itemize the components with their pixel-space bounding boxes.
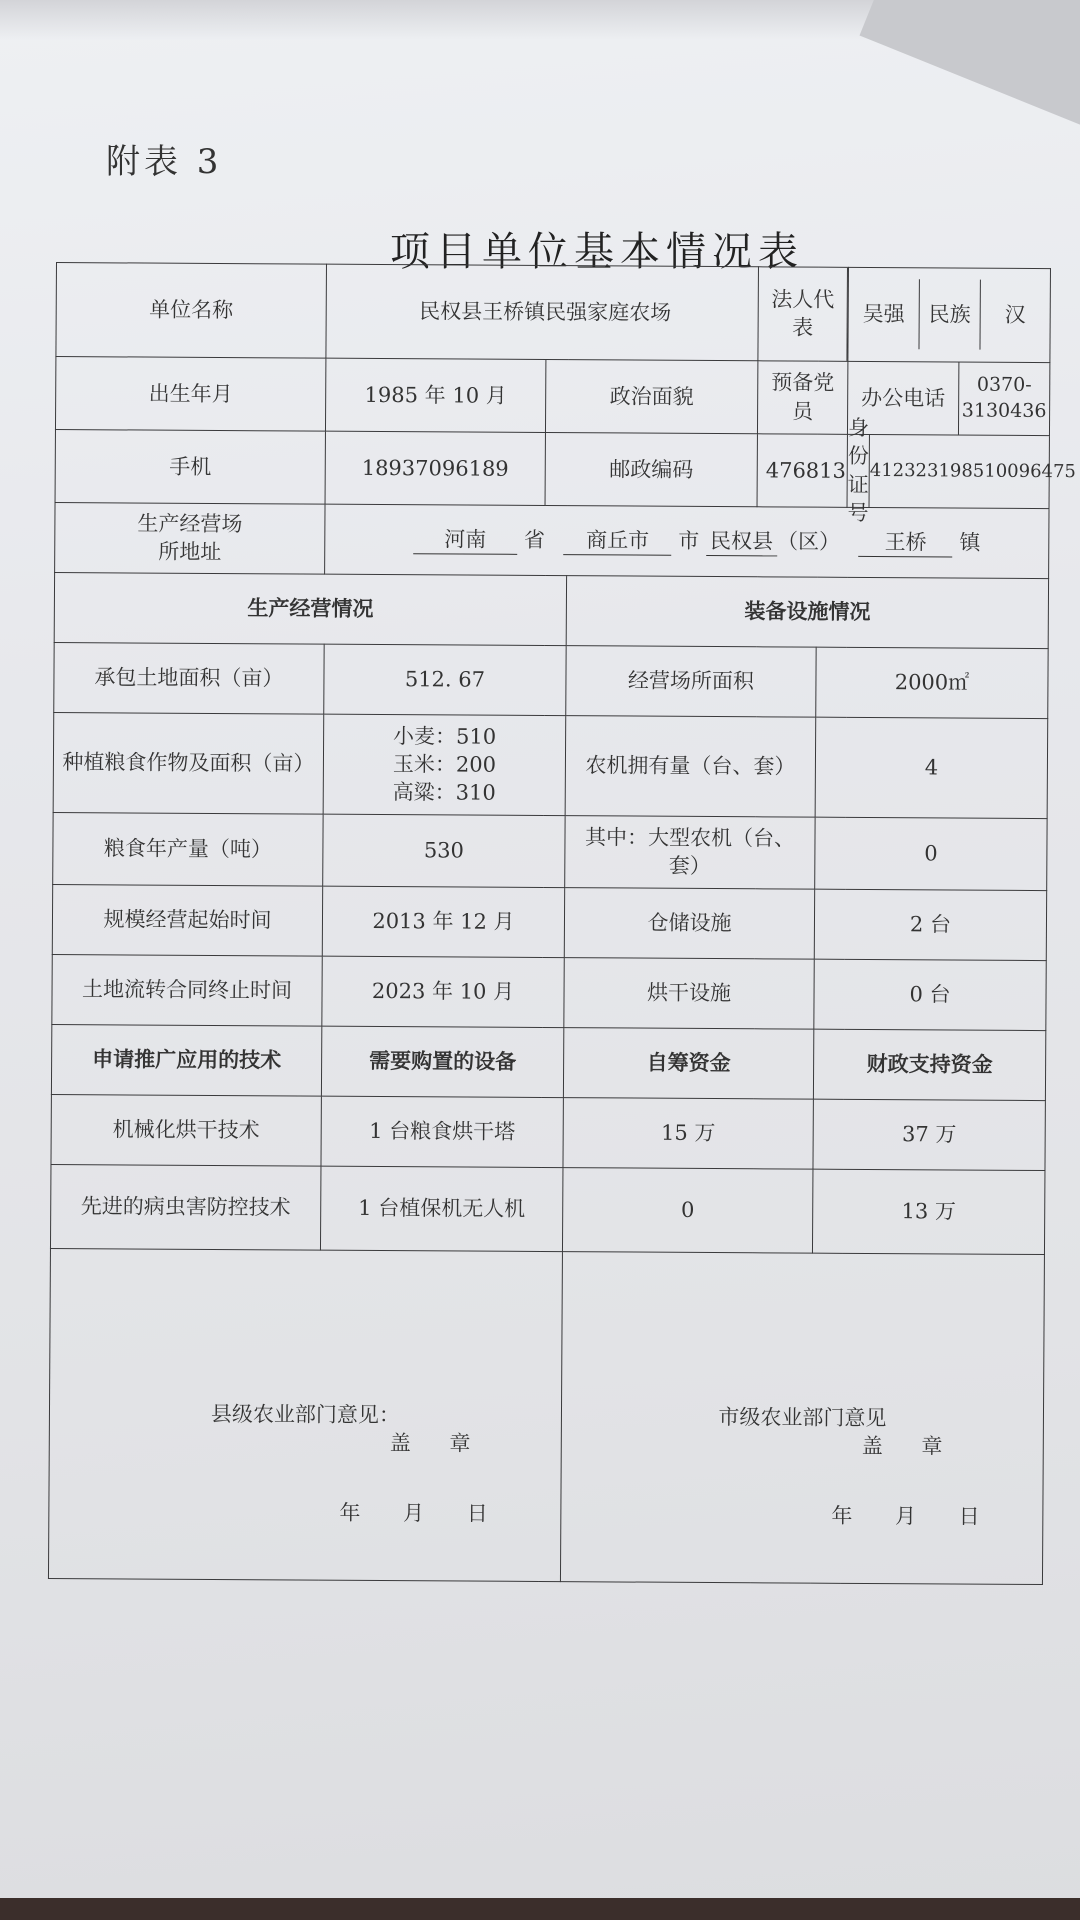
address-label: [55, 502, 325, 574]
city-date: [831, 1501, 980, 1530]
row-unit-name: [56, 263, 1051, 363]
political-value: 预备党员: [757, 360, 847, 434]
production-value: 512. 67: [324, 644, 566, 715]
production-value: 2013 年 12 月: [322, 886, 564, 957]
production-row: [53, 712, 1048, 818]
office-phone-label: 办公电话: [848, 362, 959, 435]
gov-fund-header: 财政支持资金: [813, 1029, 1045, 1100]
ethnic-label: 民族: [920, 280, 981, 350]
tech-name: 先进的病虫害防控技术: [50, 1164, 321, 1250]
birth-value: 1985 年 10 月: [325, 358, 545, 432]
annex-label: 附表 3: [106, 142, 223, 182]
address-city-unit: 市: [678, 528, 700, 553]
production-label: 粮食年产量（吨）: [53, 812, 323, 886]
row-mobile: [55, 429, 1049, 508]
tech-name: 机械化烘干技术: [51, 1094, 321, 1166]
office-phone-cell: [847, 361, 1049, 435]
equipment-value: 4: [815, 717, 1048, 818]
county-date-month: 月: [402, 1500, 425, 1525]
county-date-year: 年: [339, 1500, 361, 1525]
ethnic-cell: [848, 267, 1051, 362]
equipment-value: 2000㎡: [816, 647, 1048, 718]
production-label: 规模经营起始时间: [52, 884, 322, 956]
address-county-unit: （区）: [776, 528, 841, 554]
equipment-label: 其中：大型农机（台、套）: [565, 815, 815, 889]
tech-row: [50, 1164, 1045, 1254]
row-birth: [55, 356, 1049, 435]
production-value: 530: [323, 814, 565, 887]
unit-name-label: 单位名称: [56, 263, 327, 358]
mobile-value: 18937096189: [325, 431, 545, 505]
tech-row: [51, 1094, 1045, 1170]
crop-list: [323, 714, 566, 815]
paper-fold-corner: [859, 0, 1080, 133]
city-opinion-box: [560, 1251, 1044, 1584]
tech-equipment: 1 台粮食烘干塔: [321, 1096, 563, 1167]
form-title: 项目单位基本情况表: [390, 229, 804, 275]
tech-header: 申请推广应用的技术: [51, 1024, 321, 1096]
equipment-label: 烘干设施: [564, 957, 814, 1029]
production-row: [53, 812, 1047, 890]
city-date-month: 月: [894, 1503, 917, 1528]
county-date-day: 日: [466, 1501, 488, 1526]
id-number-label: 身份证号: [847, 415, 870, 525]
legal-rep-label: 法人代表: [758, 267, 848, 360]
ethnic-value: 汉: [1004, 302, 1026, 328]
county-seal-text: 盖 章: [389, 1430, 487, 1456]
row-opinions: [48, 1248, 1044, 1584]
city-opinion-label: 市级农业部门意见: [718, 1405, 887, 1431]
equipment-section-header: 装备设施情况: [566, 575, 1048, 648]
self-fund-header: 自筹资金: [563, 1027, 813, 1099]
county-date: [339, 1498, 488, 1527]
equipment-value: 2 台: [814, 889, 1046, 960]
table-edge-strip: [0, 1898, 1080, 1920]
equipment-label: 仓储设施: [564, 887, 814, 959]
city-date-year: 年: [831, 1503, 853, 1528]
county-opinion-box: [48, 1248, 562, 1581]
postcode-value: 476813: [757, 433, 847, 507]
crop-corn: 玉米：200: [392, 752, 497, 777]
mobile-label: 手机: [55, 429, 325, 504]
tech-self-fund: 15 万: [563, 1097, 813, 1169]
address-town-unit: 镇: [959, 530, 981, 555]
equipment-label: 农机拥有量（台、套）: [565, 715, 816, 817]
tech-gov-fund: 13 万: [812, 1169, 1045, 1254]
row-address: [55, 502, 1049, 578]
address-label-line2: 所地址: [158, 539, 222, 565]
production-label: 种植粮食作物及面积（亩）: [53, 712, 324, 814]
production-label: 承包土地面积（亩）: [54, 642, 324, 714]
address-label-line1: 生产经营场: [137, 511, 243, 536]
tech-equipment: 1 台植保机无人机: [320, 1166, 563, 1251]
production-row: [54, 642, 1048, 718]
equipment-purchase-header: 需要购置的设备: [321, 1026, 563, 1097]
unit-name-value: 民权县王桥镇民强家庭农场: [326, 264, 759, 360]
address-city: 商丘市: [564, 526, 672, 556]
address-province-unit: 省: [523, 527, 546, 552]
id-number-cell: [847, 415, 1076, 525]
postcode-label: 邮政编码: [545, 432, 757, 506]
city-seal-text: 盖 章: [861, 1433, 959, 1459]
equipment-value: 0: [815, 817, 1047, 890]
equipment-value: 0 台: [814, 959, 1046, 1030]
address-county: 民权县: [706, 526, 777, 556]
city-date-day: 日: [958, 1504, 980, 1529]
crop-wheat: 小麦：510: [392, 723, 497, 749]
legal-rep-cell: [758, 267, 849, 361]
county-opinion-label: 县级农业部门意见：: [210, 1401, 401, 1428]
office-phone-value: 0370-3130436: [961, 373, 1047, 422]
production-row: [52, 884, 1046, 960]
equipment-label: 经营场所面积: [566, 645, 816, 717]
tech-self-fund: 0: [562, 1167, 813, 1253]
basic-info-table: [48, 262, 1076, 1585]
address-town: 王桥: [859, 527, 953, 557]
id-number-value: 412323198510096475: [869, 459, 1076, 482]
address-province: 河南: [413, 525, 517, 555]
production-section-header: 生产经营情况: [54, 572, 566, 645]
crop-sorghum: 高粱：310: [392, 780, 496, 806]
row-section-headers: [54, 572, 1048, 648]
tech-gov-fund: 37 万: [813, 1099, 1045, 1170]
address-value: [325, 504, 1049, 578]
production-row: [52, 954, 1046, 1030]
birth-label: 出生年月: [55, 356, 325, 431]
production-label: 土地流转合同终止时间: [52, 954, 322, 1026]
production-value: 2023 年 10 月: [322, 956, 564, 1027]
political-label: 政治面貌: [545, 359, 757, 433]
legal-rep-value: 吴强: [849, 279, 920, 349]
row-tech-headers: [51, 1024, 1045, 1100]
